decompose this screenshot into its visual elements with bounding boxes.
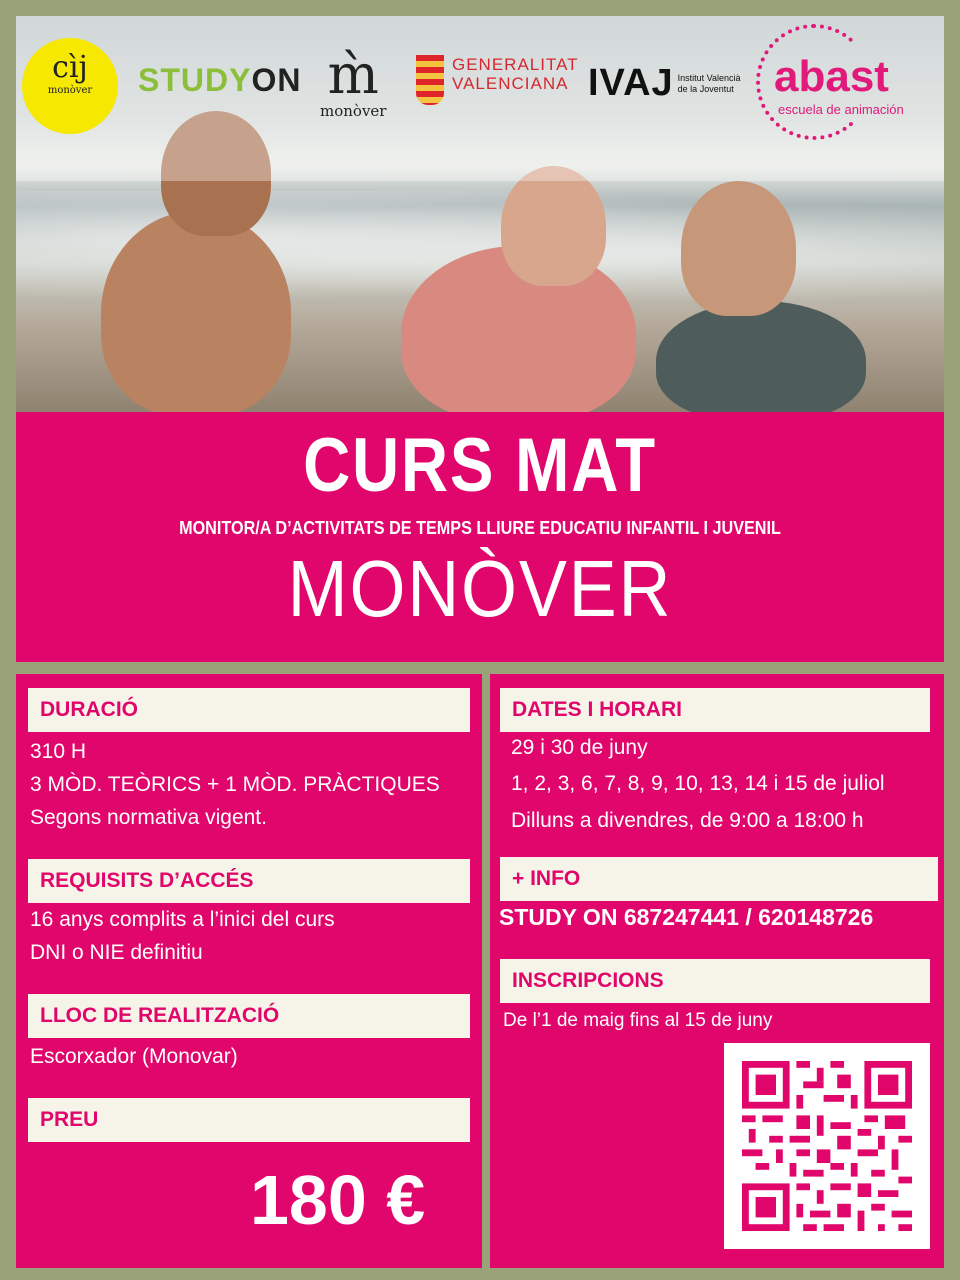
ivaj-logo-text: IVAJ: [588, 62, 674, 104]
duracio-line: 3 MÒD. TEÒRICS + 1 MÒD. PRÀCTIQUES: [30, 773, 440, 796]
title-banner: [16, 412, 944, 662]
preu-header: PREU: [28, 1098, 470, 1142]
info-header: + INFO: [500, 857, 938, 901]
studyon-logo-on: ON: [251, 62, 302, 98]
monover-logo-mark: m̀: [327, 43, 379, 106]
lloc-header: LLOC DE REALITZACIÓ: [28, 994, 470, 1038]
generalitat-shield-icon: [416, 55, 444, 105]
cij-logo-subtext: monòver: [47, 85, 93, 96]
ivaj-sub2: de la Joventut: [677, 83, 734, 94]
lloc-value: Escorxador (Monovar): [30, 1045, 238, 1068]
generalitat-logo: [416, 55, 579, 105]
price-value: 180 €: [250, 1161, 426, 1239]
duracio-line: 310 H: [30, 740, 87, 763]
course-subtitle: MONITOR/A D’ACTIVITATS DE TEMPS LLIURE EDUCATIU INFANTIL I JUVENIL: [179, 518, 781, 538]
course-title: CURS MAT: [303, 423, 657, 508]
studyon-logo-text: STUDY: [138, 62, 252, 98]
abast-logo: [756, 24, 912, 134]
monover-logo: [320, 43, 387, 120]
requisits-line: 16 anys complits a l’inici del curs: [30, 908, 335, 931]
studyon-logo: [138, 62, 301, 99]
info-phone: STUDY ON 687247441 / 620148726: [499, 904, 874, 930]
ivaj-logo: [588, 62, 741, 105]
qr-code-icon: [742, 1061, 912, 1231]
duracio-line: Segons normativa vigent.: [30, 806, 267, 829]
ivaj-sub1: Institut Valencià: [677, 72, 741, 83]
generalitat-line1: GENERALITAT: [452, 55, 579, 74]
cij-logo: [22, 38, 118, 134]
dates-line: Dilluns a divendres, de 9:00 a 18:00 h: [511, 809, 864, 832]
dates-header: DATES I HORARI: [500, 688, 930, 732]
duracio-header: DURACIÓ: [28, 688, 470, 732]
generalitat-logo-text: [452, 55, 579, 93]
child-right: [656, 301, 866, 412]
qr-code[interactable]: [724, 1043, 930, 1249]
dates-line: 29 i 30 de juny: [511, 736, 648, 759]
monover-logo-name: monòver: [320, 102, 387, 120]
dates-line: 1, 2, 3, 6, 7, 8, 9, 10, 13, 14 i 15 de juliol: [511, 772, 885, 795]
course-city: MONÒVER: [287, 544, 673, 633]
child-left: [101, 211, 291, 412]
requisits-header: REQUISITS D’ACCÉS: [28, 859, 470, 903]
ivaj-logo-subtext: [678, 73, 741, 95]
abast-logo-subtext: escuela de animación: [778, 102, 904, 117]
cij-logo-text: cìj: [52, 50, 88, 85]
generalitat-line2: VALENCIANA: [452, 74, 569, 93]
child-right-head: [681, 181, 796, 316]
child-middle-head: [501, 166, 606, 286]
inscripcions-value: De l’1 de maig fins al 15 de juny: [503, 1010, 773, 1031]
requisits-line: DNI o NIE definitiu: [30, 941, 203, 964]
inscripcions-header: INSCRIPCIONS: [500, 959, 930, 1003]
abast-logo-text: abast: [774, 52, 889, 101]
